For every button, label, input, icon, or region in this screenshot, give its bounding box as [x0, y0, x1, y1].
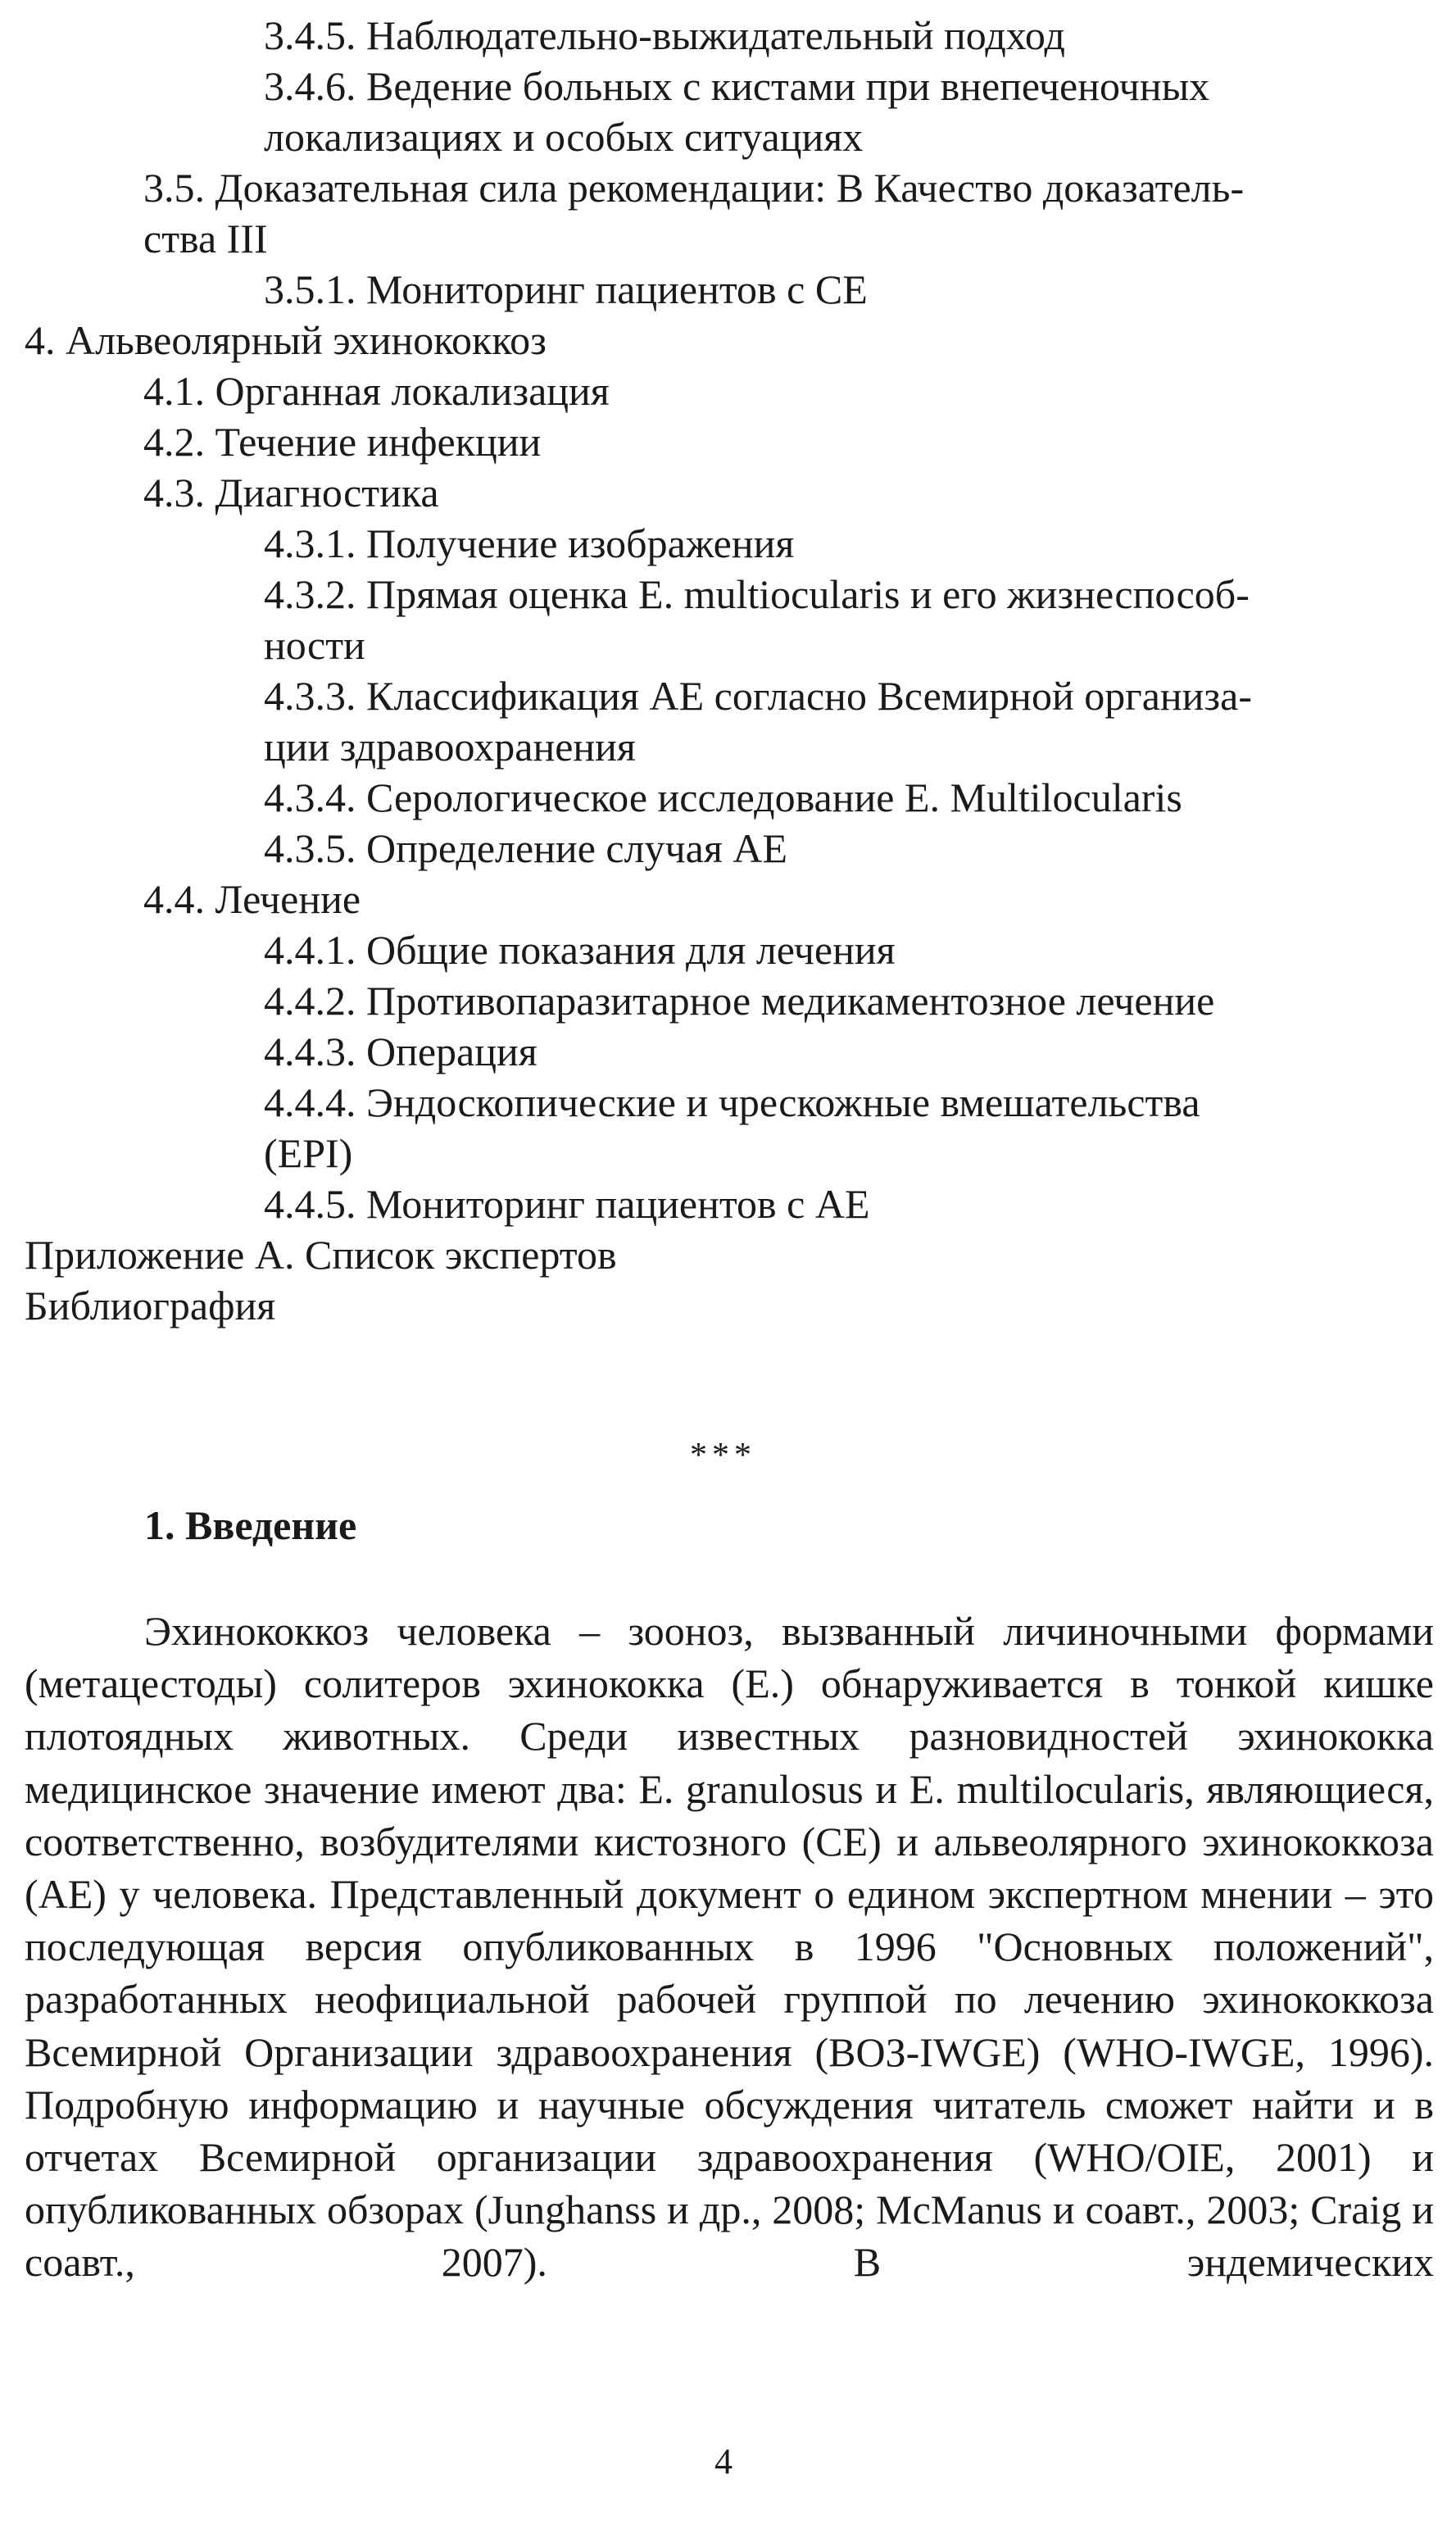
toc-entry: 4.3.5. Определение случая АЕ: [264, 825, 788, 871]
toc-entry: 4.4.1. Общие показания для лечения: [264, 927, 896, 973]
toc-entry: 4.3. Диагностика: [143, 470, 439, 515]
toc-entry: (EPI): [264, 1130, 353, 1176]
toc-entry: 4.3.1. Получение изображения: [264, 520, 795, 566]
toc-entry: 4.4.3. Операция: [264, 1029, 537, 1074]
toc-entry: 4.4. Лечение: [143, 876, 361, 922]
toc-entry: Библиография: [25, 1283, 276, 1328]
toc-entry: 4.3.2. Прямая оценка E. multiocularis и его жизнеспособ-: [264, 571, 1250, 617]
toc-entry: 4.2. Течение инфекции: [143, 419, 542, 465]
toc-entry: 3.4.6. Ведение больных с кистами при внепеченочных: [264, 63, 1210, 109]
toc-entry: ства III: [143, 216, 268, 261]
page-number: 4: [714, 2441, 733, 2482]
toc-entry: 3.5. Доказательная сила рекомендации: В Качество доказатель-: [143, 165, 1245, 211]
toc-entry: ности: [264, 622, 365, 668]
toc-entry: 3.4.5. Наблюдательно-выжидательный подход: [264, 12, 1065, 58]
toc-entry: 4.4.4. Эндоскопические и чрескожные вмешательства: [264, 1079, 1200, 1125]
toc-entry: локализациях и особых ситуациях: [264, 114, 864, 160]
toc-entry: 4. Альвеолярный эхинококкоз: [25, 317, 547, 363]
section-separator: ***: [690, 1437, 756, 1474]
toc-entry: 3.5.1. Мониторинг пациентов с СЕ: [264, 266, 868, 312]
toc-entry: 4.3.4. Серологическое исследование E. Multilocularis: [264, 774, 1182, 820]
section-heading: 1. Введение: [144, 1502, 357, 1548]
toc-entry: 4.4.5. Мониторинг пациентов с АЕ: [264, 1181, 870, 1227]
body-paragraph: Эхинококкоз человека – зооноз, вызванный личиночными формами (метацестоды) солитеров эхинококка (Е.) обнаруживается в тонкой кишке плотоядных животных. Среди известных разновидностей эхинококка медицинское значение имеют два: E. granulosus и E. multilocularis, являющиеся, соответственно, возбудителями кистозного (СЕ) и альвеолярного эхинококкоза (АЕ) у человека. Представленный документ о едином экспертном мнении – это последующая версия опубликованных в 1996 "Основных положений", разработанных неофициальной рабочей группой по лечению эхинококкоза Всемирной Организации здравоохранения (ВОЗ-IWGE) (WHO-IWGE, 1996). Подробную информацию и научные обсуждения читатель сможет найти и в отчетах Всемирной организации здравоохранения (WHO/OIE, 2001) и опубликованных обзорах (Junghanss и др., 2008; McManus и соавт., 2003; Craig и соавт., 2007). В эндемических: [25, 1608, 1434, 2286]
toc-entry: ции здравоохранения: [264, 724, 636, 770]
toc-entry: 4.4.2. Противопаразитарное медикаментозное лечение: [264, 978, 1215, 1024]
toc-entry: Приложение А. Список экспертов: [25, 1232, 617, 1278]
toc-entry: 4.3.3. Классификация АЕ согласно Всемирной организа-: [264, 673, 1253, 719]
toc-entry: 4.1. Органная локализация: [143, 368, 610, 414]
